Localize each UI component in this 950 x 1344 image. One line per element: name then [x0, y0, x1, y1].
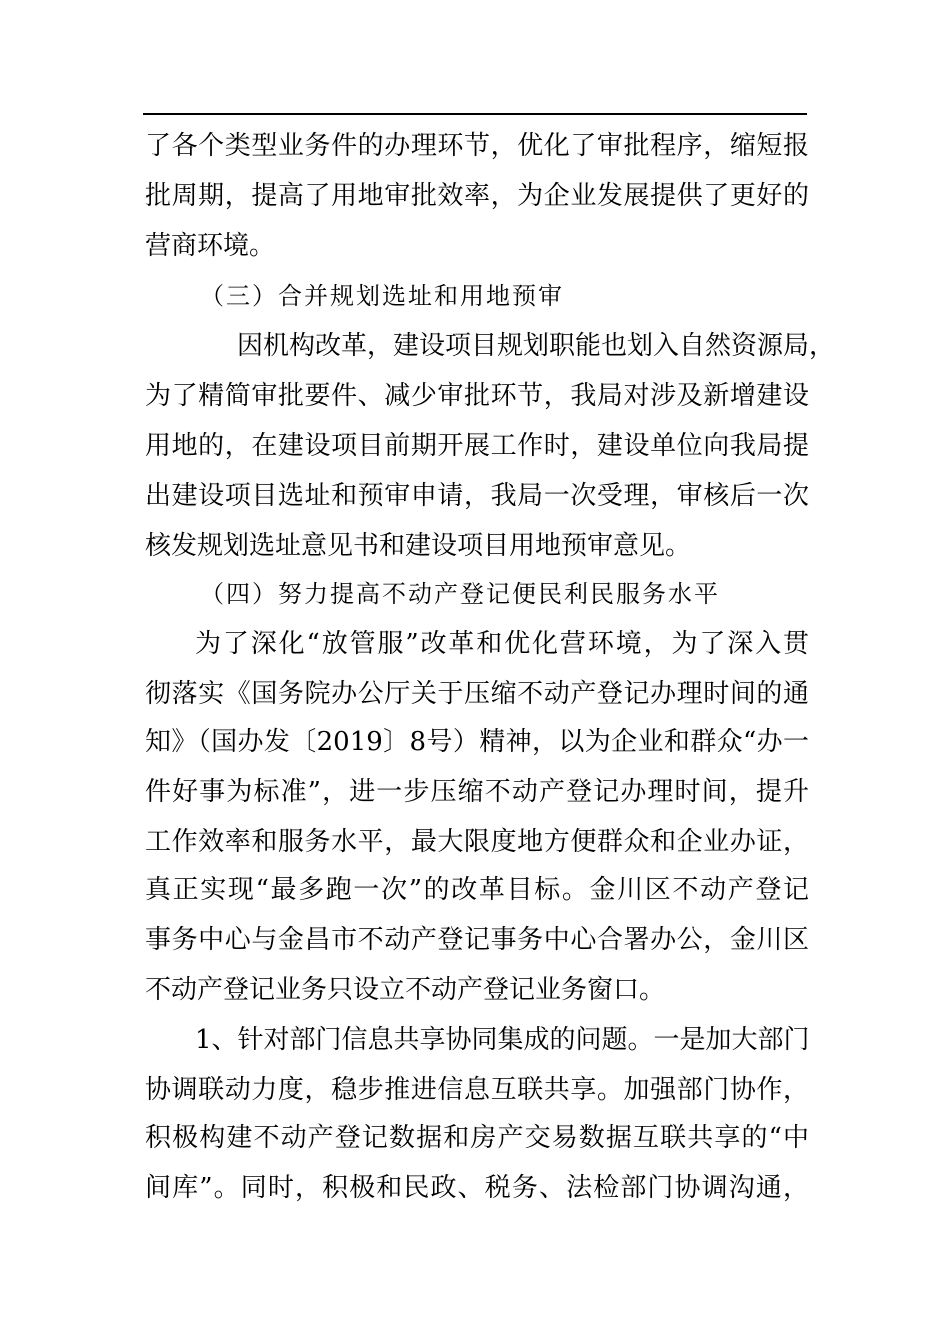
body-line: 不动产登记业务只设立不动产登记业务窗口。	[145, 975, 666, 1005]
body-line: 营商环境。	[145, 231, 276, 261]
body-line: 出建设项目选址和预审申请，我局一次受理，审核后一次	[145, 481, 809, 511]
body-line: 真正实现“最多跑一次”的改革目标。金川区不动产登记	[145, 875, 809, 905]
body-line: 间库”。同时，积极和民政、税务、法检部门协调沟通，	[145, 1173, 809, 1203]
header-rule	[143, 113, 807, 115]
body-line: 为了精简审批要件、减少审批环节，我局对涉及新增建设	[145, 381, 809, 411]
section-heading-3: （三）合并规划选址和用地预审	[200, 282, 564, 310]
body-line: 协调联动力度，稳步推进信息互联共享。加强部门协作，	[145, 1075, 809, 1105]
body-line: 工作效率和服务水平，最大限度地方便群众和企业办证，	[145, 827, 809, 857]
section-heading-4: （四）努力提高不动产登记便民利民服务水平	[200, 580, 720, 608]
body-line: 为了深化“放管服”改革和优化营环境，为了深入贯	[195, 629, 809, 659]
body-line: 用地的，在建设项目前期开展工作时，建设单位向我局提	[145, 431, 809, 461]
body-line: 了各个类型业务件的办理环节，优化了审批程序，缩短报	[145, 131, 809, 161]
body-line: 知》（国办发〔2019〕8号）精神，以为企业和群众“办一	[145, 727, 809, 757]
body-line: 1、针对部门信息共享协同集成的问题。一是加大部门	[195, 1025, 810, 1055]
body-line: 批周期，提高了用地审批效率，为企业发展提供了更好的	[145, 181, 809, 211]
body-line: 彻落实《国务院办公厅关于压缩不动产登记办理时间的通	[145, 679, 809, 709]
body-line: 件好事为标准”，进一步压缩不动产登记办理时间，提升	[145, 777, 809, 807]
body-line: 核发规划选址意见书和建设项目用地预审意见。	[145, 531, 692, 561]
body-line: 因机构改革，建设项目规划职能也划入自然资源局，	[237, 331, 836, 361]
body-line: 事务中心与金昌市不动产登记事务中心合署办公，金川区	[145, 925, 809, 955]
body-line: 积极构建不动产登记数据和房产交易数据互联共享的“中	[145, 1123, 809, 1153]
